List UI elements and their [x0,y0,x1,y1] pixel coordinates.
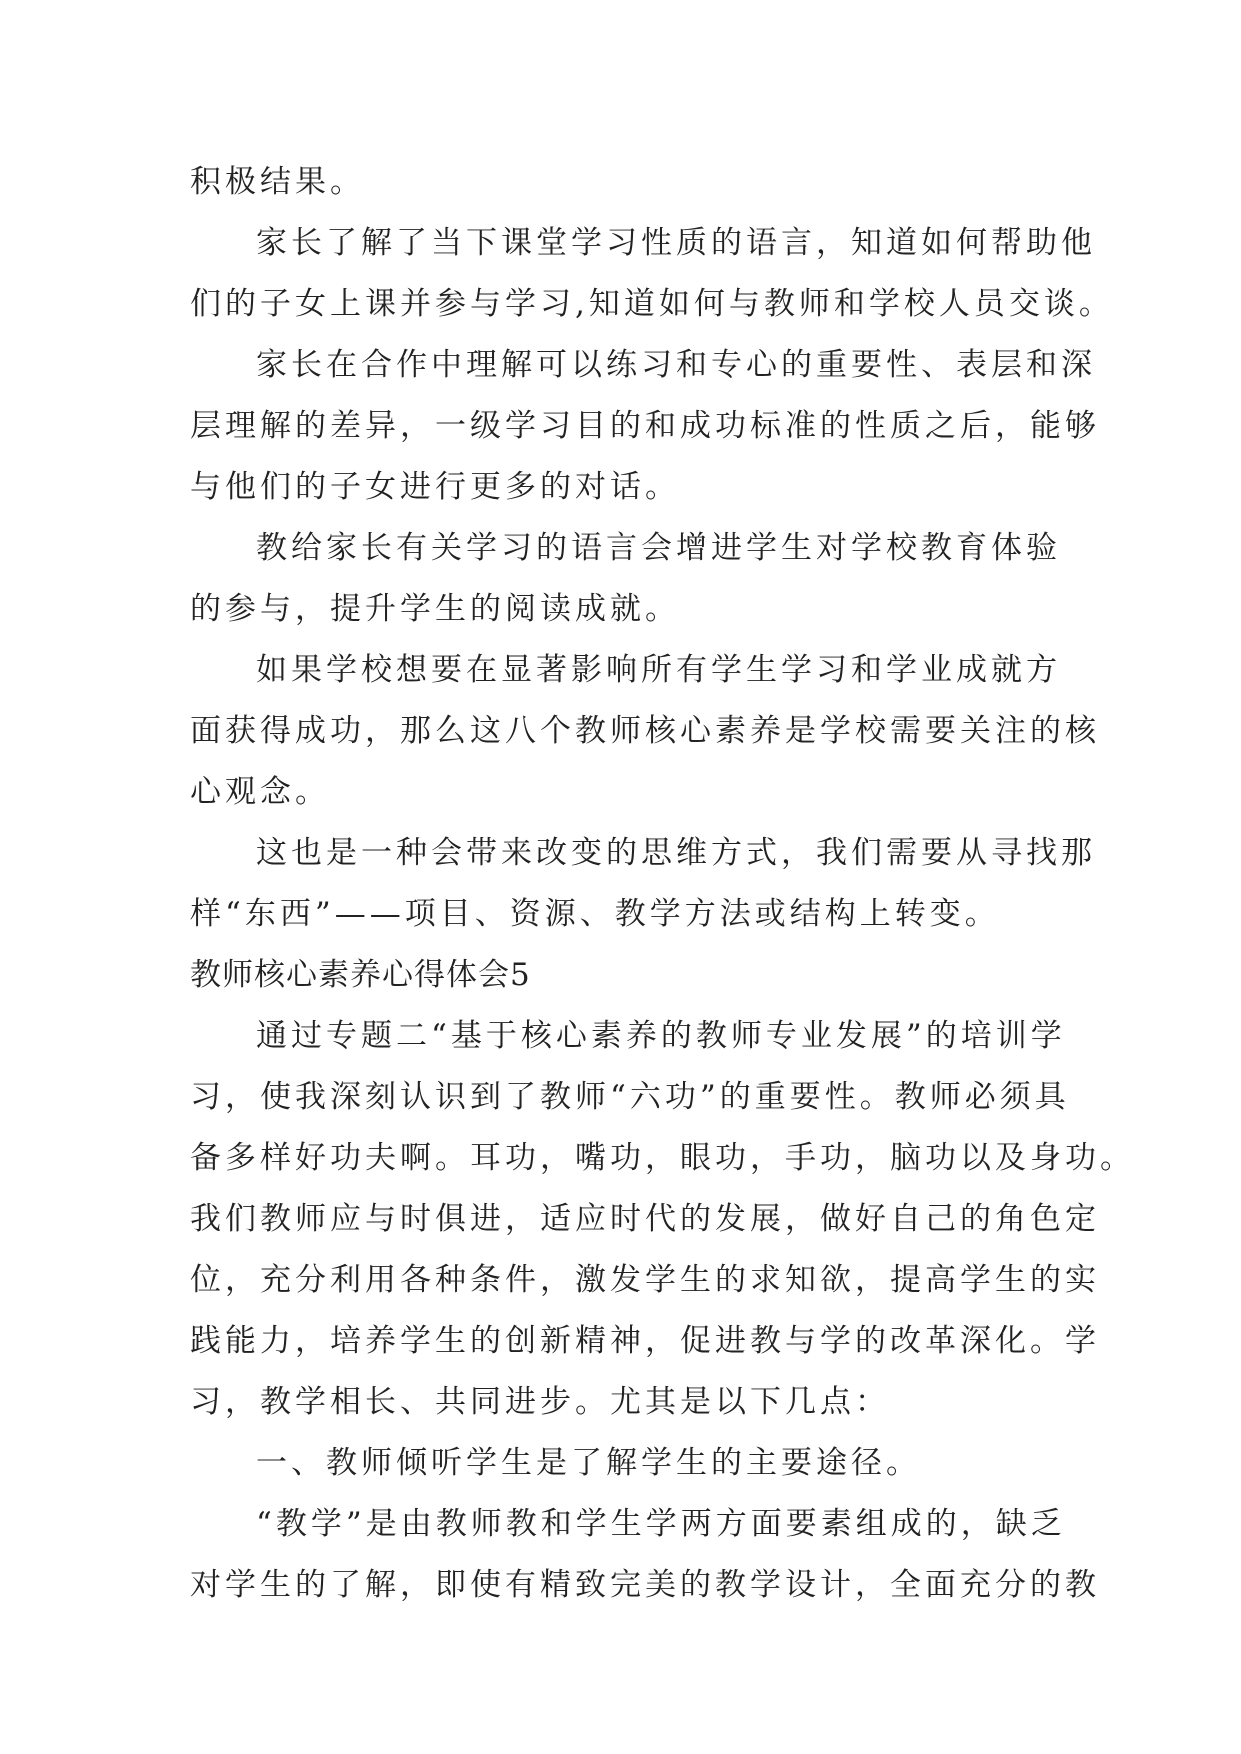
paragraph-start: 家长了解了当下课堂学习性质的语言，知道如何帮助他 [256,225,1096,261]
text-line: 面获得成功，那么这八个教师核心素养是学校需要关注的核 [190,713,1100,749]
text-line: 与他们的子女进行更多的对话。 [190,469,680,505]
paragraph-start: “教学”是由教师教和学生学两方面要素组成的，缺乏 [256,1506,1066,1542]
text-line: 心观念。 [190,774,330,810]
text-line: 践能力，培养学生的创新精神，促进教与学的改革深化。学 [190,1323,1100,1359]
paragraph-start: 通过专题二“基于核心素养的教师专业发展”的培训学 [256,1018,1066,1054]
paragraph-start: 如果学校想要在显著影响所有学生学习和学业成就方 [256,652,1061,688]
paragraph-start: 一、教师倾听学生是了解学生的主要途径。 [256,1445,921,1481]
document-body [190,152,1135,1616]
section-heading: 教师核心素养心得体会5 [190,957,531,993]
paragraph-start: 教给家长有关学习的语言会增进学生对学校教育体验 [256,530,1061,566]
paragraph-start: 家长在合作中理解可以练习和专心的重要性、表层和深 [256,347,1096,383]
text-line: 样“东西”——项目、资源、教学方法或结构上转变。 [190,896,1000,932]
text-line: 的参与，提升学生的阅读成就。 [190,591,680,627]
text-line: 积极结果。 [190,164,365,200]
text-line: 习，使我深刻认识到了教师“六功”的重要性。教师必须具 [190,1079,1070,1115]
text-line: 备多样好功夫啊。耳功，嘴功，眼功，手功，脑功以及身功。 [190,1140,1135,1176]
text-line: 对学生的了解，即使有精致完美的教学设计，全面充分的教 [190,1567,1100,1603]
paragraph-start: 这也是一种会带来改变的思维方式，我们需要从寻找那 [256,835,1096,871]
text-line: 习，教学相长、共同进步。尤其是以下几点： [190,1384,890,1420]
text-line: 我们教师应与时俱进，适应时代的发展，做好自己的角色定 [190,1201,1100,1237]
text-line: 层理解的差异，一级学习目的和成功标准的性质之后，能够 [190,408,1100,444]
text-line: 们的子女上课并参与学习,知道如何与教师和学校人员交谈。 [190,286,1114,322]
text-line: 位，充分利用各种条件，激发学生的求知欲，提高学生的实 [190,1262,1100,1298]
